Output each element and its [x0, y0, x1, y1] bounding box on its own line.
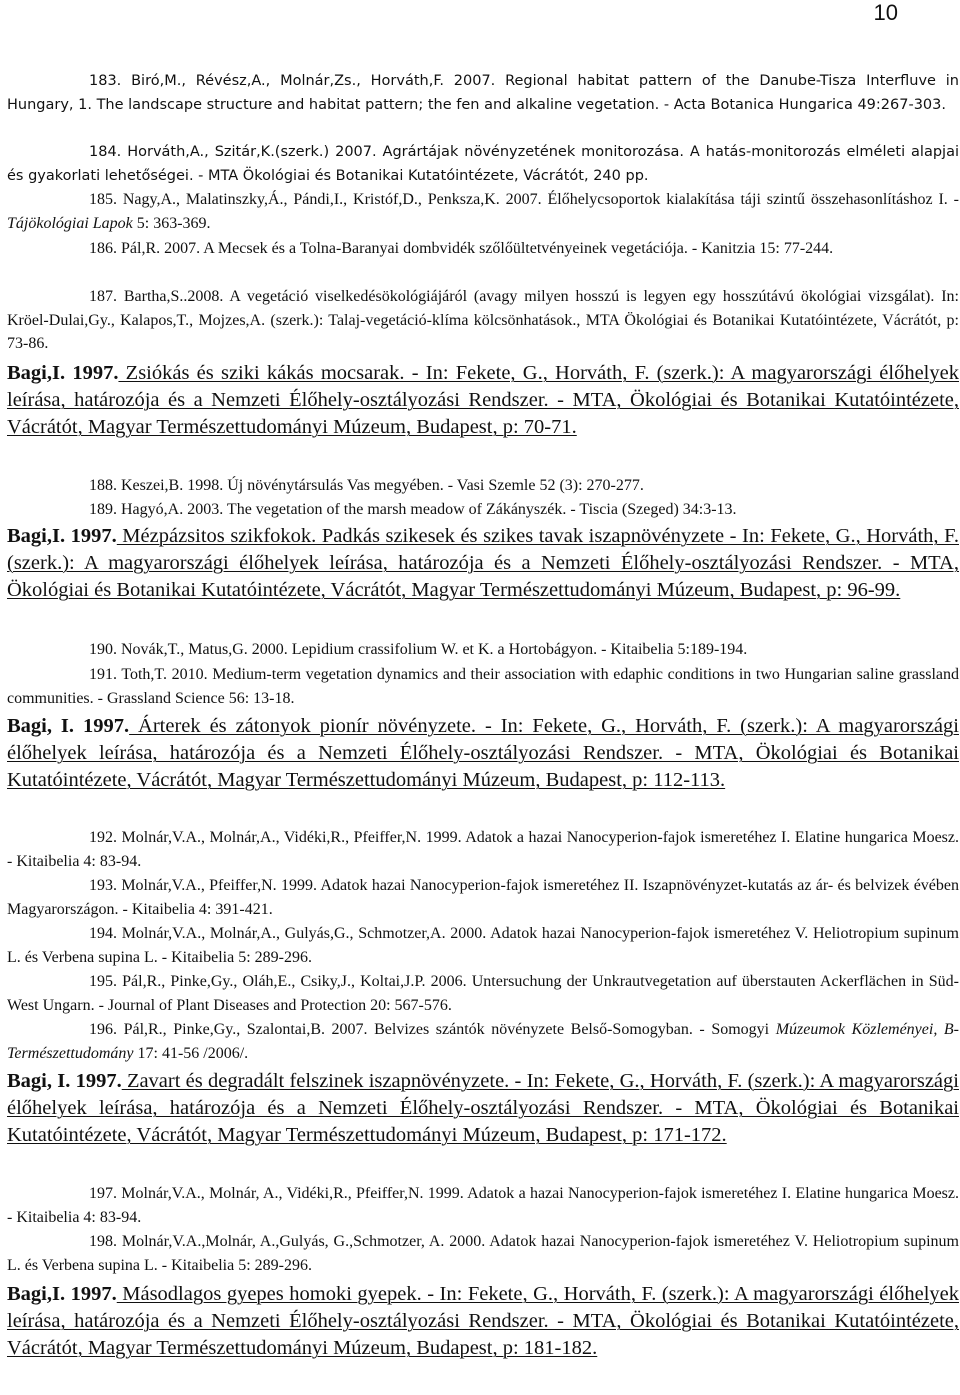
reference-194 — [7, 922, 959, 969]
reference-text: 183. Biró,M., Révész,A., Molnár,Zs., Horváth,F. 2007. Regional habitat pattern of the Danube-Tisza Interfluve in Hungary, 1. The landscape structure and habitat pattern; the fen and alkaline vegetation. - Acta Botanica Hungarica 49:267-303. — [7, 73, 959, 113]
reference-body: Mézpázsitos szikfokok. Padkás szikesek és szikes tavak iszapnövényzete - In: Fekete, G., Horváth, F. (szerk.): A magyarországi élőhelyek leírása, határozója és a Nemzeti Élőhely-osztályozási Rendszer. - MTA, Ökológiai és Botanikai Kutatóintézete, Vácrátót, Magyar Természettudományi Múzeum, Budapest, p: 96-99. — [7, 525, 959, 601]
reference-198 — [7, 1230, 959, 1277]
reference-189 — [7, 498, 959, 522]
journal-title: Tájökológiai Lapok — [7, 214, 133, 232]
reference-text — [7, 360, 959, 441]
reference-bagi-2 — [7, 523, 959, 604]
reference-body: Zavart és degradált felszinek iszapnövényzete. - In: Fekete, G., Horváth, F. (szerk.): A magyarországi élőhelyek leírása, határozója és a Nemzeti Élőhely-osztályozási Rendszer. - MTA, Ökológiai és Botanikai Kutatóintézete, Vácrátót, Magyar Természettudományi Múzeum, Budapest, p: 171-172. — [7, 1070, 959, 1146]
page-number: 10 — [873, 0, 898, 25]
reference-195 — [7, 970, 959, 1017]
reference-body: Árterek és zátonyok pionír növényzete. - In: Fekete, G., Horváth, F. (szerk.): A magyarországi élőhelyek leírása, határozója és a Nemzeti Élőhely-osztályozási Rendszer. - MTA, Ökológiai és Botanikai Kutatóintézete, Vácrátót, Magyar Természettudományi Múzeum, Budapest, p: 112-113. — [7, 715, 959, 791]
reference-text — [7, 523, 959, 604]
reference-187 — [7, 285, 959, 356]
reference-text: 190. Novák,T., Matus,G. 2000. Lepidium crassifolium W. et K. a Hortobágyon. - Kitaibelia 5:189-194. — [89, 641, 748, 658]
reference-186 — [7, 237, 959, 261]
reference-text: 194. Molnár,V.A., Molnár,A., Gulyás,G., Schmotzer,A. 2000. Adatok hazai Nanocyperion-fajok ismeretéhez V. Heliotropium supinum L. és Verbena supina L. - Kitaibelia 5: 289-296. — [7, 925, 959, 966]
reference-text — [7, 1068, 959, 1149]
reference-196 — [7, 1018, 959, 1065]
author-year: Bagi,I. 1997. — [7, 525, 117, 547]
reference-text: 188. Keszei,B. 1998. Új növénytársulás Vas megyében. - Vasi Szemle 52 (3): 270-277. — [89, 477, 644, 494]
reference-192 — [7, 826, 959, 873]
author-year: Bagi, I. 1997. — [7, 1070, 122, 1092]
reference-191 — [7, 663, 959, 710]
reference-bagi-3 — [7, 713, 959, 794]
reference-text: 187. Bartha,S..2008. A vegetáció viselkedésökológiájáról (avagy milyen hosszú is legyen egy hosszútávú ökológiai vizsgálat). In: Kröel-Dulai,Gy., Kalapos,T., Mojzes,A. (szerk.): Talaj-vegetáció-klíma kölcsönhatások., MTA Ökológiai és Botanikai Kutatóintézete, Vácrátót, p: 73-86. — [7, 288, 959, 352]
reference-184 — [7, 141, 959, 188]
reference-197 — [7, 1182, 959, 1229]
reference-text: 184. Horváth,A., Szitár,K.(szerk.) 2007. Agrártájak növényzetének monitorozása. A hatás-monitorozás elméleti alapjai és gyakorlati lehetőségei. - MTA Ökológiai és Botanikai Kutatóintézete, Vácrátót, 240 pp. — [7, 144, 959, 184]
reference-183 — [7, 70, 959, 117]
reference-text — [7, 188, 959, 235]
reference-text: 191. Toth,T. 2010. Medium-term vegetation dynamics and their association with edaphic conditions in two Hungarian saline grassland communities. - Grassland Science 56: 13-18. — [7, 666, 959, 707]
reference-188 — [7, 474, 959, 498]
reference-body: Másodlagos gyepes homoki gyepek. - In: Fekete, G., Horváth, F. (szerk.): A magyarországi élőhelyek leírása, határozója és a Nemzeti Élőhely-osztályozási Rendszer. - MTA, Ökológiai és Botanikai Kutatóintézete, Vácrátót, Magyar Természettudományi Múzeum, Budapest, p: 181-182. — [7, 1283, 959, 1359]
reference-text: 198. Molnár,V.A.,Molnár, A.,Gulyás, G.,Schmotzer, A. 2000. Adatok hazai Nanocyperion-fajok ismeretéhez V. Heliotropium supinum L. és Verbena supina L. - Kitaibelia 5: 289-296. — [7, 1233, 959, 1274]
reference-text: 197. Molnár,V.A., Molnár, A., Vidéki,R., Pfeiffer,N. 1999. Adatok a hazai Nanocyperion-fajok ismeretéhez I. Elatine hungarica Moesz. - Kitaibelia 4: 83-94. — [7, 1185, 959, 1226]
reference-190 — [7, 638, 959, 662]
reference-text-part: 5: 363-369. — [132, 214, 211, 232]
reference-text — [7, 1018, 959, 1065]
reference-text: 189. Hagyó,A. 2003. The vegetation of the marsh meadow of Zákányszék. - Tiscia (Szeged) 34:3-13. — [89, 501, 737, 518]
reference-text: 192. Molnár,V.A., Molnár,A., Vidéki,R., Pfeiffer,N. 1999. Adatok a hazai Nanocyperion-fajok ismeretéhez I. Elatine hungarica Moesz. - Kitaibelia 4: 83-94. — [7, 829, 959, 870]
reference-193 — [7, 874, 959, 921]
author-year: Bagi, I. 1997. — [7, 715, 130, 737]
reference-bagi-4 — [7, 1068, 959, 1149]
reference-text: 186. Pál,R. 2007. A Mecsek és a Tolna-Baranyai dombvidék szőlőültetvényeinek vegetációja. - Kanitzia 15: 77-244. — [89, 240, 834, 257]
reference-185 — [7, 188, 959, 235]
reference-bagi-5 — [7, 1281, 959, 1362]
reference-text: 195. Pál,R., Pinke,Gy., Oláh,E., Csiky,J., Koltai,J.P. 2006. Untersuchung der Unkrautvegetation auf überstauten Ackerflächen in Süd-West Ungarn. - Journal of Plant Diseases and Protection 20: 567-576. — [7, 973, 959, 1014]
reference-text-part: 185. Nagy,A., Malatinszky,Á., Pándi,I., Kristóf,D., Penksza,K. 2007. Élőhelycsoportok kialakítása táji szintű összehasonlításhoz I. - — [89, 191, 959, 208]
reference-text — [7, 713, 959, 794]
reference-text-part: 196. Pál,R., Pinke,Gy., Szalontai,B. 2007. Belvizes szántók növényzete Belső-Somogyban. - Somogyi — [89, 1021, 776, 1038]
journal-title: Múzeumok Közleményei, B-Természettudomány — [7, 1021, 959, 1062]
author-year: Bagi,I. 1997. — [7, 1283, 117, 1305]
reference-text — [7, 1281, 959, 1362]
reference-bagi-1 — [7, 360, 959, 441]
author-year: Bagi,I. 1997. — [7, 362, 119, 384]
reference-text: 193. Molnár,V.A., Pfeiffer,N. 1999. Adatok hazai Nanocyperion-fajok ismeretéhez II. Iszapnövényzet-kutatás az ár- és belvizek évében Magyarországon. - Kitaibelia 4: 391-421. — [7, 877, 959, 918]
reference-text-part: 17: 41-56 /2006/. — [133, 1044, 249, 1062]
reference-body: Zsiókás és sziki kákás mocsarak. - In: Fekete, G., Horváth, F. (szerk.): A magyarországi élőhelyek leírása, határozója és a Nemzeti Élőhely-osztályozási Rendszer. - MTA, Ökológiai és Botanikai Kutatóintézete, Vácrátót, Magyar Természettudományi Múzeum, Budapest, p: 70-71. — [7, 362, 959, 438]
